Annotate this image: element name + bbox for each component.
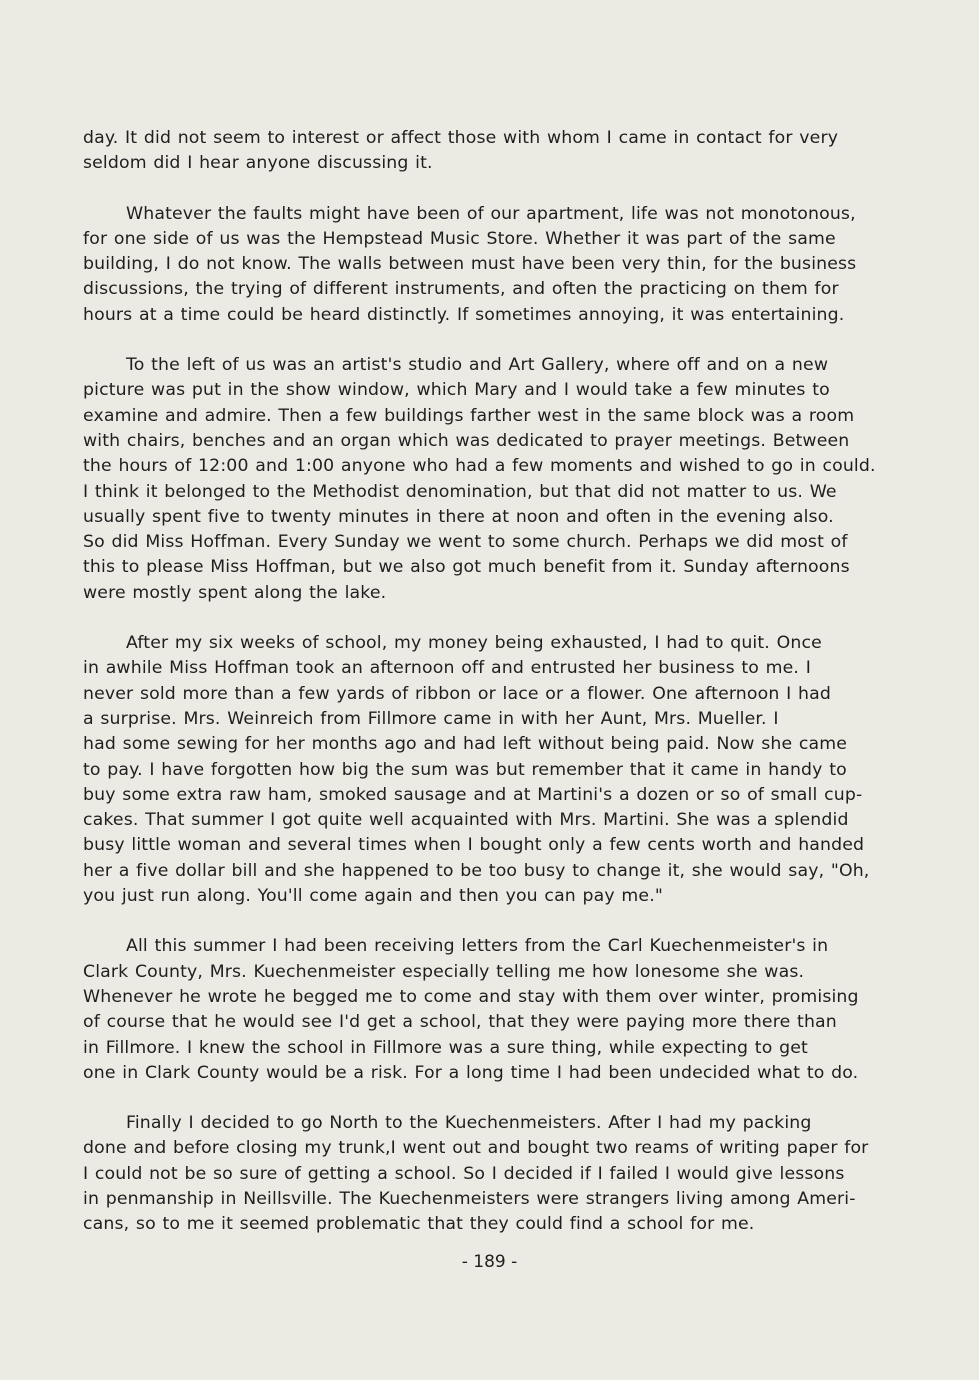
text-line: After my six weeks of school, my money being exhausted, I had to quit. Once: [126, 633, 822, 654]
text-line: in penmanship in Neillsville. The Kuechenmeisters were strangers living among Ameri-: [83, 1188, 856, 1209]
text-line: never sold more than a few yards of ribbon or lace or a flower. One afternoon I had: [83, 683, 831, 704]
text-line: cans, so to me it seemed problematic that they could find a school for me.: [83, 1214, 755, 1235]
text-line: examine and admire. Then a few buildings farther west in the same block was a room: [83, 405, 855, 426]
text-line: done and before closing my trunk,I went out and bought two reams of writing paper for: [83, 1138, 869, 1159]
text-line: I think it belonged to the Methodist denomination, but that did not matter to us. We: [83, 481, 837, 502]
text-line: Finally I decided to go North to the Kuechenmeisters. After I had my packing: [126, 1113, 812, 1134]
text-line: a surprise. Mrs. Weinreich from Fillmore came in with her Aunt, Mrs. Mueller. I: [83, 708, 779, 729]
text-line: day. It did not seem to interest or affect those with whom I came in contact for very: [83, 128, 839, 148]
body-text: [83, 126, 923, 1263]
text-line: this to please Miss Hoffman, but we also got much benefit from it. Sunday afternoons: [83, 557, 850, 578]
text-line: To the left of us was an artist's studio and Art Gallery, where off and on a new: [126, 355, 829, 376]
text-line: with chairs, benches and an organ which was dedicated to prayer meetings. Between: [83, 430, 850, 451]
text-line: one in Clark County would be a risk. For a long time I had been undecided what to do.: [83, 1062, 859, 1083]
text-line: to pay. I have forgotten how big the sum was but remember that it came in handy to: [83, 759, 847, 780]
paragraph-1: [83, 126, 923, 177]
text-line: discussions, the trying of different instruments, and often the practicing on them for: [83, 279, 839, 300]
text-line: her a five dollar bill and she happened to be too busy to change it, she would say, "Oh,: [83, 860, 870, 881]
text-line: you just run along. You'll come again and then you can pay me.": [83, 886, 663, 907]
text-line: for one side of us was the Hempstead Music Store. Whether it was part of the same: [83, 228, 836, 249]
text-line: were mostly spent along the lake.: [83, 582, 387, 603]
text-line: cakes. That summer I got quite well acquainted with Mrs. Martini. She was a splendid: [83, 810, 849, 831]
page-number: - 189 -: [461, 1252, 518, 1272]
text-line: the hours of 12:00 and 1:00 anyone who had a few moments and wished to go in could.: [83, 456, 876, 477]
text-line: in Fillmore. I knew the school in Fillmore was a sure thing, while expecting to get: [83, 1037, 808, 1058]
text-line: picture was put in the show window, which Mary and I would take a few minutes to: [83, 380, 830, 401]
paragraph-4: [83, 631, 923, 909]
text-line: busy little woman and several times when I bought only a few cents worth and handed: [83, 835, 865, 856]
text-line: hours at a time could be heard distinctly. If sometimes annoying, it was entertaining.: [83, 304, 845, 325]
paragraph-6: [83, 1111, 923, 1237]
text-line: had some sewing for her months ago and had left without being paid. Now she came: [83, 734, 848, 755]
text-line: of course that he would see I'd get a school, that they were paying more there than: [83, 1012, 837, 1033]
text-line: usually spent five to twenty minutes in there at noon and often in the evening also.: [83, 506, 834, 527]
text-line: buy some extra raw ham, smoked sausage and at Martini's a dozen or so of small cup-: [83, 784, 863, 805]
text-line: Clark County, Mrs. Kuechenmeister especially telling me how lonesome she was.: [83, 961, 805, 982]
text-line: Whenever he wrote he begged me to come and stay with them over winter, promising: [83, 986, 859, 1007]
text-line: seldom did I hear anyone discussing it.: [83, 153, 433, 174]
paragraph-3: [83, 353, 923, 606]
text-line: All this summer I had been receiving letters from the Carl Kuechenmeister's in: [126, 936, 829, 957]
text-line: building, I do not know. The walls between must have been very thin, for the business: [83, 254, 857, 275]
paragraph-2: [83, 202, 923, 328]
paragraph-5: [83, 934, 923, 1086]
text-line: So did Miss Hoffman. Every Sunday we went to some church. Perhaps we did most of: [83, 532, 848, 553]
text-line: Whatever the faults might have been of our apartment, life was not monotonous,: [126, 203, 856, 224]
text-line: in awhile Miss Hoffman took an afternoon off and entrusted her business to me. I: [83, 658, 811, 679]
text-line: I could not be so sure of getting a school. So I decided if I failed I would give lessons: [83, 1163, 845, 1184]
